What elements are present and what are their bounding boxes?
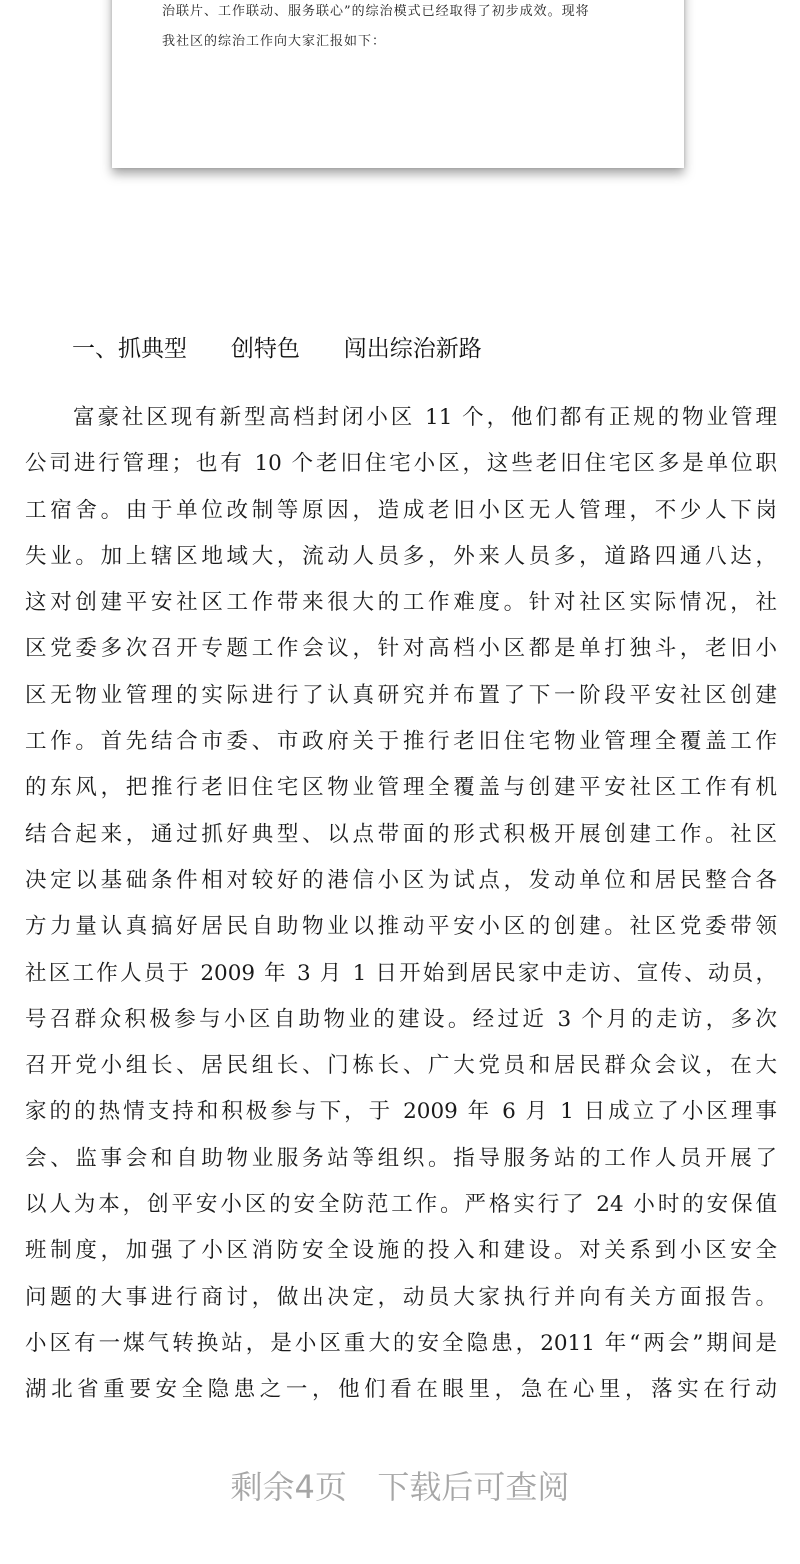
text-line: 工宿舍。由于单位改制等原因，造成老旧小区无人管理，不少人下岗 (25, 497, 777, 523)
text-line: 小区有一煤气转换站，是小区重大的安全隐患，2011 年“两会”期间是 (25, 1330, 777, 1356)
text-line: 以人为本，创平安小区的安全防范工作。严格实行了 24 小时的安保值 (25, 1192, 777, 1218)
text-line: 决定以基础条件相对较好的港信小区为试点，发动单位和居民整合各 (25, 867, 777, 893)
preview-card (112, 0, 684, 168)
text-line: 社区工作人员于 2009 年 3 月 1 日开始到居民家中走访、宣传、动员， (25, 960, 777, 986)
text-line: 方力量认真搞好居民自助物业以推动平安小区的创建。社区党委带领 (25, 914, 777, 940)
text-line: 班制度，加强了小区消防安全设施的投入和建设。对关系到小区安全 (25, 1238, 777, 1264)
download-prompt[interactable]: 剩余4页 下载后可查阅 (230, 1468, 570, 1506)
preview-line-1: 治联片、工作联动、服务联心”的综治模式已经取得了初步成效。现将 (162, 4, 590, 19)
text-line: 区无物业管理的实际进行了认真研究并布置了下一阶段平安社区创建 (25, 682, 777, 708)
text-line: 结合起来，通过抓好典型、以点带面的形式积极开展创建工作。社区 (25, 821, 777, 847)
text-line: 区党委多次召开专题工作会议，针对高档小区都是单打独斗，老旧小 (25, 636, 777, 662)
text-line: 家的的热情支持和积极参与下，于 2009 年 6 月 1 日成立了小区理事 (25, 1099, 777, 1125)
text-line: 这对创建平安社区工作带来很大的工作难度。针对社区实际情况，社 (25, 590, 777, 616)
preview-line-2: 我社区的综治工作向大家汇报如下： (162, 34, 387, 49)
text-line: 的东风，把推行老旧住宅区物业管理全覆盖与创建平安社区工作有机 (25, 775, 777, 801)
text-line: 湖北省重要安全隐患之一，他们看在眼里，急在心里，落实在行动 (25, 1377, 777, 1403)
section-heading: 一、抓典型 创特色 闯出综治新路 (72, 336, 482, 362)
text-line: 会、监事会和自助物业服务站等组织。指导服务站的工作人员开展了 (25, 1145, 777, 1171)
body-text (25, 395, 777, 1414)
text-line: 号召群众积极参与小区自助物业的建设。经过近 3 个月的走访，多次 (25, 1006, 777, 1032)
text-line: 工作。首先结合市委、市政府关于推行老旧住宅物业管理全覆盖工作 (25, 729, 777, 755)
text-line: 富豪社区现有新型高档封闭小区 11 个，他们都有正规的物业管理 (73, 405, 777, 430)
text-line: 失业。加上辖区地域大，流动人员多，外来人员多，道路四通八达， (25, 543, 777, 569)
text-line: 召开党小组长、居民组长、门栋长、广大党员和居民群众会议，在大 (25, 1053, 777, 1079)
text-line: 公司进行管理；也有 10 个老旧住宅小区，这些老旧住宅区多是单位职 (25, 451, 777, 477)
text-line: 问题的大事进行商讨，做出决定，动员大家执行并向有关方面报告。 (25, 1284, 777, 1310)
